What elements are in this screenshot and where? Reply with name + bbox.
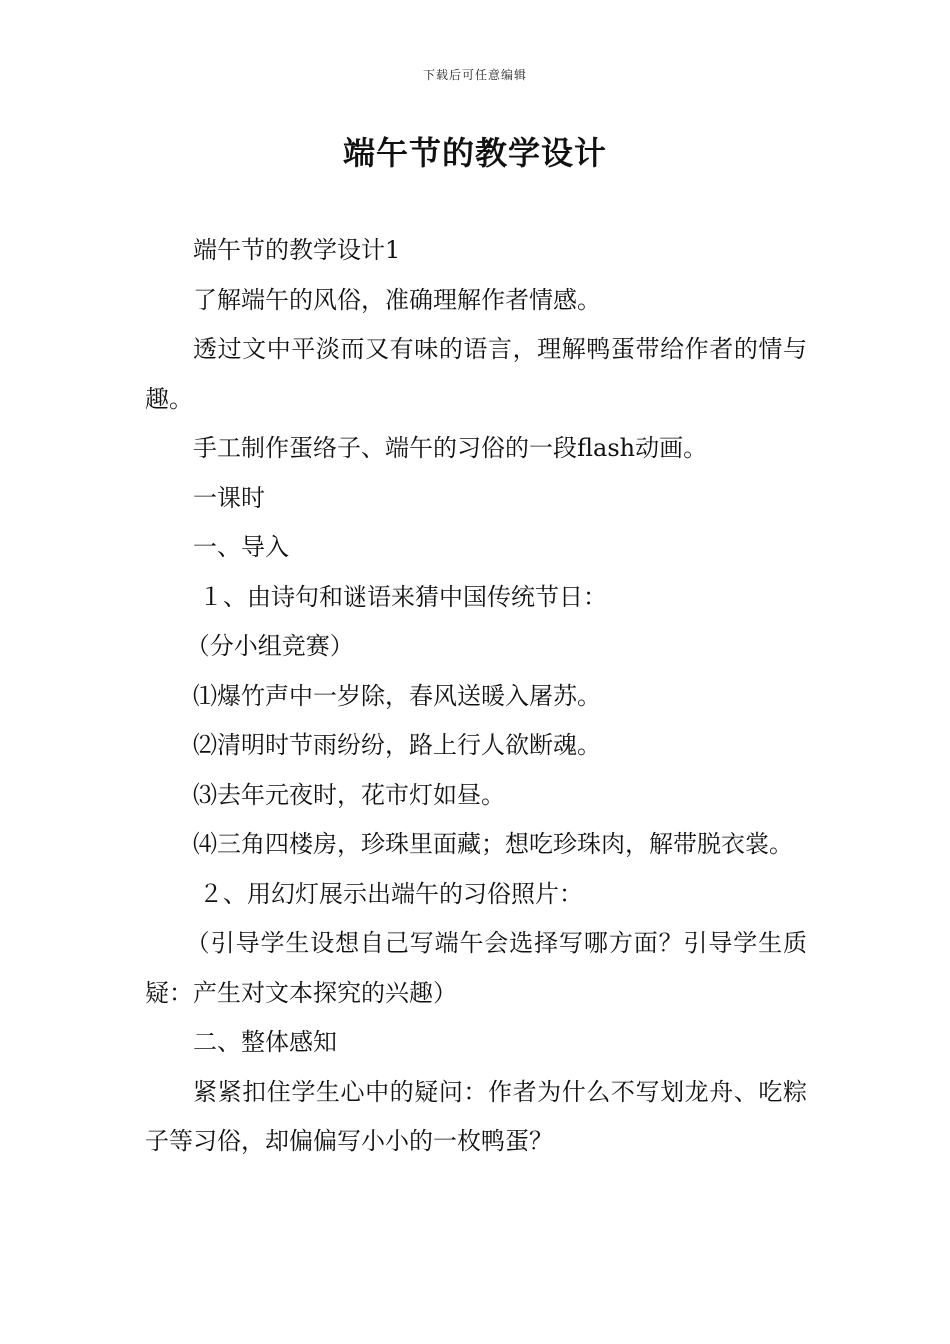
paragraph-goal-1: 了解端午的风俗，准确理解作者情感。 — [193, 285, 601, 314]
paragraph-question: 紧紧扣住学生心中的疑问：作者为什么不写划龙舟、吃粽子等习俗，却偏偏写小小的一枚鸭蛋？ — [145, 1077, 807, 1155]
paragraph-class-hours: 一课时 — [193, 483, 265, 512]
paragraph-step-2: ２、用幻灯展示出端午的习俗照片： — [199, 879, 583, 908]
paragraph-riddle-1: ⑴爆竹声中一岁除，春风送暖入屠苏。 — [193, 681, 601, 710]
paragraph-preparation: 手工制作蛋络子、端午的习俗的一段flash动画。 — [193, 434, 708, 462]
document-title: 端午节的教学设计 — [342, 134, 607, 172]
paragraph-guidance: （引导学生设想自己写端午会选择写哪方面？引导学生质疑：产生对文本探究的兴趣） — [145, 929, 807, 1007]
paragraph-section-heading: 端午节的教学设计1 — [193, 236, 401, 264]
paragraph-riddle-4: ⑷三角四楼房，珍珠里面藏；想吃珍珠肉，解带脱衣裳。 — [193, 830, 793, 858]
paragraph-group-contest: （分小组竞赛） — [185, 632, 354, 660]
document-body — [145, 226, 807, 1167]
paragraph-goal-2: 透过文中平淡而又有味的语言，理解鸭蛋带给作者的情与趣。 — [145, 335, 807, 413]
header-note: 下载后可任意编辑 — [422, 68, 527, 82]
paragraph-riddle-2: ⑵清明时节雨纷纷，路上行人欲断魂。 — [193, 731, 601, 759]
paragraph-heading-overall: 二、整体感知 — [193, 1028, 337, 1056]
paragraph-heading-introduction: 一、导入 — [193, 533, 289, 561]
paragraph-riddle-3: ⑶去年元夜时，花市灯如昼。 — [193, 780, 505, 809]
paragraph-step-1: １、由诗句和谜语来猜中国传统节日： — [199, 582, 607, 611]
